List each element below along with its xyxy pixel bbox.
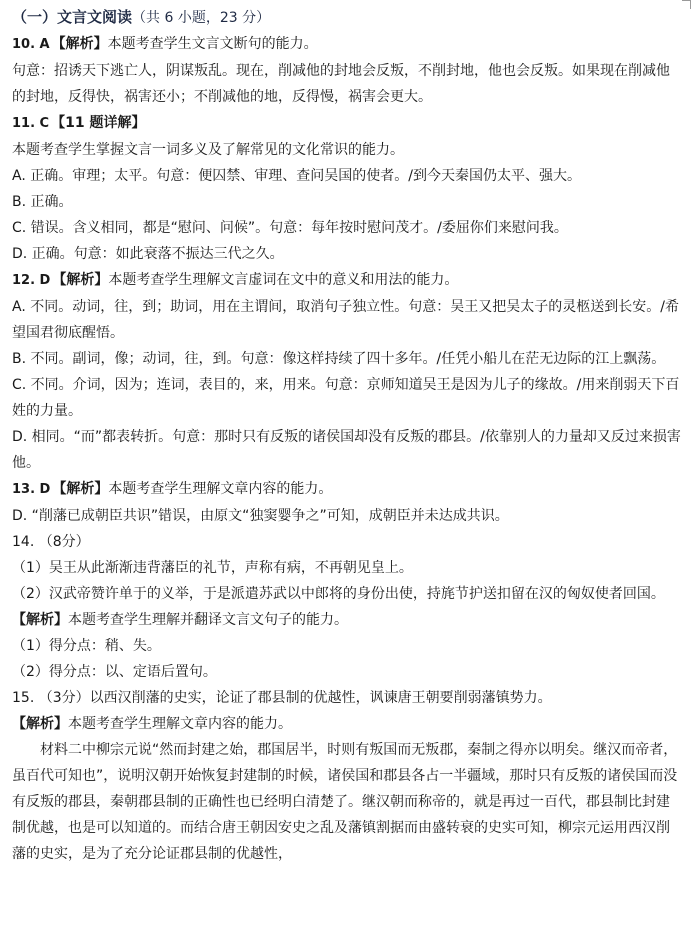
- q13-header: [12, 476, 683, 503]
- q13-number: 13. D: [12, 482, 51, 497]
- section-title: [12, 4, 683, 31]
- q12-tag: 【解析】: [52, 272, 109, 288]
- q14-answer-1: （1）吴王从此渐渐违背藩臣的礼节，声称有病，不再朝见皇上。: [12, 560, 413, 576]
- q14-scoring-2: （2）得分点：以、定语后置句。: [12, 664, 217, 680]
- q11-option-a: A. 正确。审理；太平。句意：便囚禁、审理、查问吴国的使者。/到今天秦国仍太平、强大。: [12, 168, 581, 184]
- q11-header: [12, 110, 683, 137]
- q11-intro: 本题考查学生掌握文言一词多义及了解常见的文化常识的能力。: [12, 142, 404, 158]
- q12-header: [12, 267, 683, 294]
- q10-head-text: 本题考查学生文言文断句的能力。: [107, 36, 318, 52]
- q15-header: 15. （3分）以西汉削藩的史实，论证了郡县制的优越性，讽谏唐王朝要削弱藩镇势力。: [12, 690, 552, 706]
- q14-analysis-text: 本题考查学生理解并翻译文言文句子的能力。: [68, 612, 348, 628]
- q11-number: 11. C: [12, 116, 50, 131]
- q12-option-d: D. 相同。“而”都表转折。句意：那时只有反叛的诸侯国却没有反叛的郡县。/依靠别人的力量却又反过来损害他。: [12, 429, 681, 471]
- q11-option-c: C. 错误。含义相同，都是“慰问、问候”。句意：每年按时慰问茂才。/委屈你们来慰问我。: [12, 220, 568, 236]
- q15-analysis-text: 本题考查学生理解文章内容的能力。: [68, 716, 292, 732]
- q15-paragraph: 材料二中柳宗元说“然而封建之始，郡国居半，时则有叛国而无叛郡，秦制之得亦以明矣。继汉而帝者，虽百代可知也”，说明汉朝开始恢复封建制的时候，诸侯国和郡县各占一半疆域，那时只有反叛的诸侯国而没有反叛的郡县，秦朝郡县制的正确性也已经明白清楚了。继汉朝而称帝的，就是再过一百代，郡县制比封建制优越，也是可以知道的。而结合唐王朝因安史之乱及藩镇割据而由盛转衰的史实可知，柳宗元运用西汉削藩的史实，是为了充分论证郡县制的优越性，: [12, 742, 678, 862]
- q12-option-b: B. 不同。副词，像；动词，往，到。句意：像这样持续了四十多年。/任凭小船儿在茫无边际的江上飘荡。: [12, 351, 666, 367]
- q13-head-text: 本题考查学生理解文章内容的能力。: [108, 481, 333, 497]
- page-corner-mark: [682, 0, 691, 9]
- q14-header: 14. （8分）: [12, 534, 90, 550]
- q10-header: [12, 31, 683, 58]
- q11-option-d: D. 正确。句意：如此衰落不振达三代之久。: [12, 246, 284, 262]
- section-subtitle: （共 6 小题，23 分）: [132, 10, 271, 26]
- q11-tag: 【11 题详解】: [51, 115, 146, 131]
- q13-option-d: D. “削藩已成朝臣共识”错误，由原文“独窦婴争之”可知，成朝臣并未达成共识。: [12, 508, 509, 524]
- q12-number: 12. D: [12, 273, 51, 288]
- q11-option-b: B. 正确。: [12, 194, 73, 210]
- q12-option-a: A. 不同。动词，往，到；助词，用在主谓间，取消句子独立性。句意：吴王又把吴太子的灵柩送到长安。/希望国君彻底醒悟。: [12, 299, 679, 341]
- q15-analysis-tag: 【解析】: [12, 716, 68, 732]
- q14-analysis: [12, 607, 683, 633]
- q12-option-c: C. 不同。介词，因为；连词，表目的，来，用来。句意：京师知道吴王是因为儿子的缘故。/用来削弱天下百姓的力量。: [12, 377, 680, 419]
- q14-scoring-1: （1）得分点：稍、失。: [12, 638, 161, 654]
- q15-analysis: [12, 711, 683, 737]
- q10-tag: 【解析】: [51, 36, 108, 52]
- q14-answer-2: （2）汉武帝赞许单于的义举，于是派遣苏武以中郎将的身份出使，持旄节护送扣留在汉的匈奴使者回国。: [12, 586, 665, 602]
- q10-body: 句意：招诱天下逃亡人，阴谋叛乱。现在，削减他的封地会反叛，不削封地，他也会反叛。如果现在削减他的封地，反得快，祸害还小；不削减他的地，反得慢，祸害会更大。: [12, 63, 670, 105]
- q14-analysis-tag: 【解析】: [12, 612, 68, 628]
- q12-head-text: 本题考查学生理解文言虚词在文中的意义和用法的能力。: [108, 272, 459, 288]
- q10-number: 10. A: [12, 37, 50, 52]
- q13-tag: 【解析】: [52, 481, 109, 497]
- section-title-text: （一）文言文阅读: [12, 8, 133, 26]
